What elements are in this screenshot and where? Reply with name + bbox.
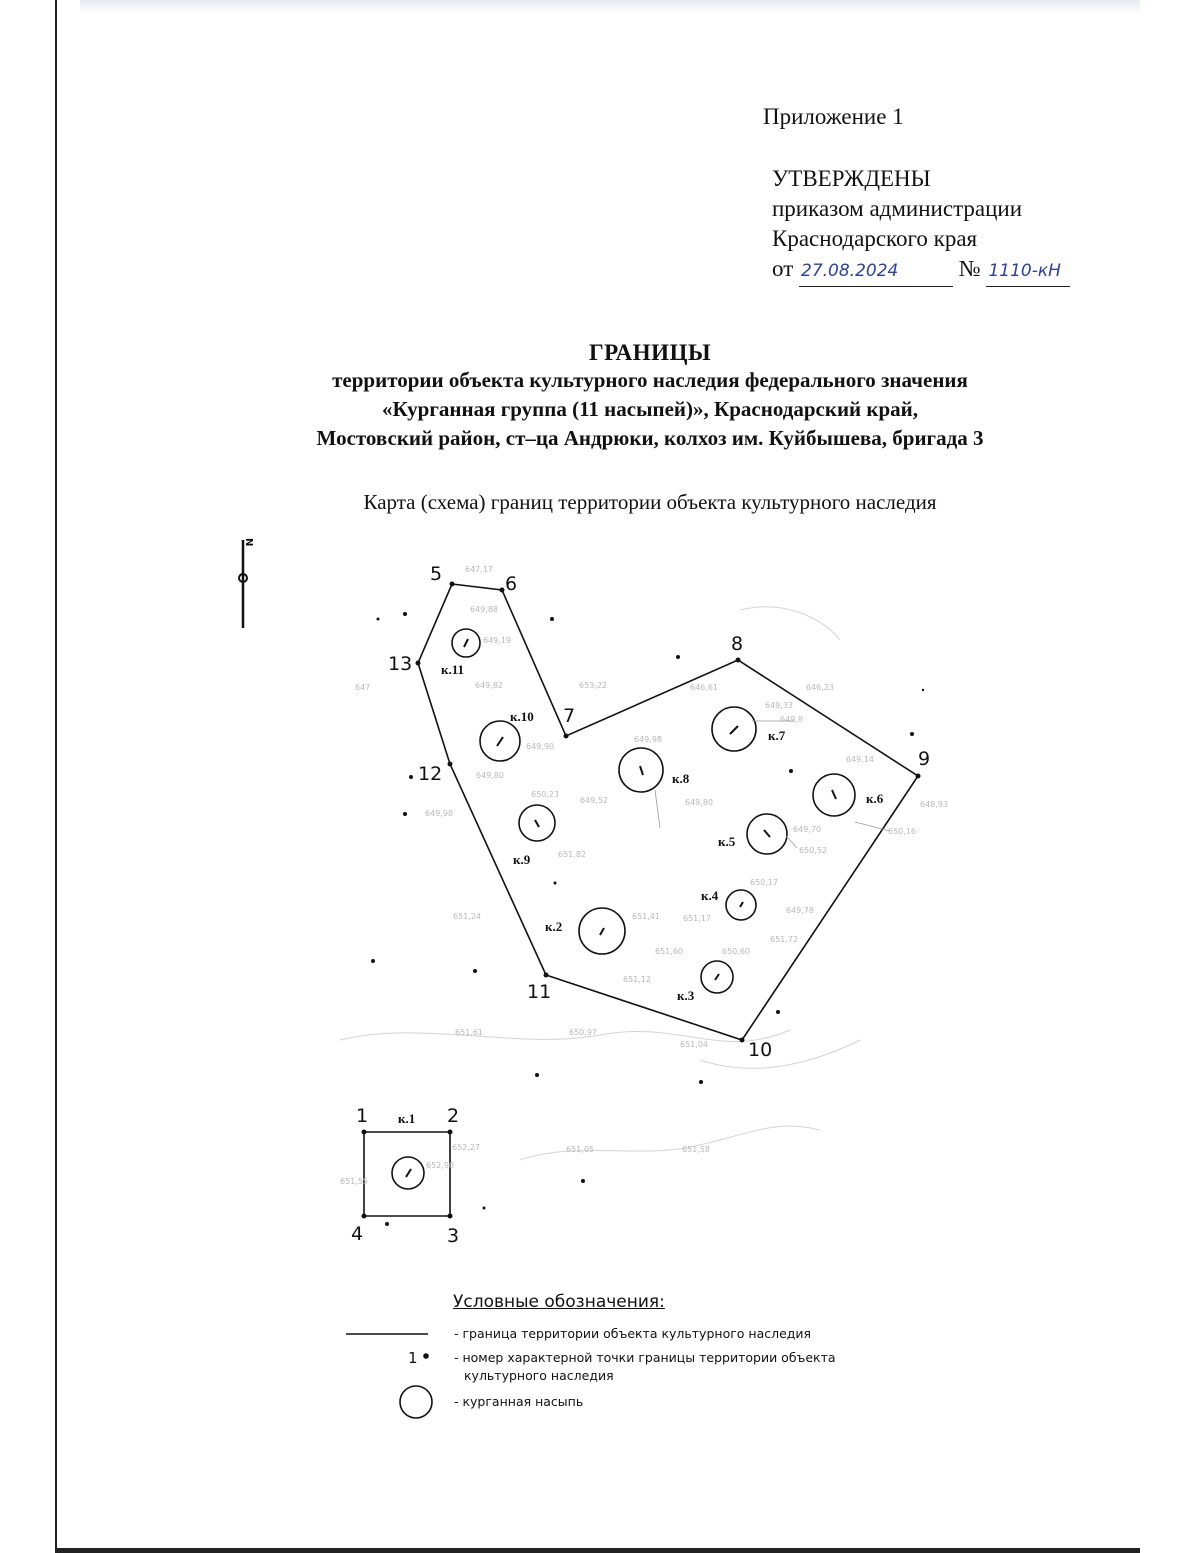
point-label-11: 11 [527, 981, 552, 1003]
boundary-point-1 [362, 1130, 367, 1135]
elevation-mark: 652,90 [426, 1161, 454, 1170]
elevation-mark: 649,82 [475, 681, 503, 690]
elevation-mark: 651,61 [455, 1028, 483, 1037]
boundary-point-8 [736, 658, 741, 663]
elevation-mark: 650,60 [722, 947, 750, 956]
boundary-point-labels [351, 563, 930, 1247]
legend-point-dot [423, 1353, 429, 1359]
point-label-8: 8 [731, 633, 744, 655]
boundary-point-11 [544, 973, 549, 978]
date-prefix: от [772, 256, 794, 281]
legend-title: Условные обозначения: [453, 1292, 665, 1312]
point-label-5: 5 [430, 563, 443, 585]
elevation-mark: 649,88 [470, 605, 498, 614]
elevation-mark: 649,8 [780, 715, 803, 724]
elevation-mark: 648,93 [920, 800, 948, 809]
point-label-7: 7 [563, 705, 576, 727]
legend-point-desc-2: культурного наследия [464, 1368, 614, 1383]
elevation-mark: 651,58 [682, 1145, 710, 1154]
boundary-point-markers [362, 582, 921, 1219]
boundary-point-2 [448, 1130, 453, 1135]
elevation-mark: 650,23 [531, 790, 559, 799]
point-label-13: 13 [388, 653, 413, 675]
legend-mound-desc: - курганная насыпь [454, 1394, 584, 1409]
elevation-mark: 646,23 [806, 683, 834, 692]
mound-labels [398, 662, 884, 1126]
elevation-mark: 651,04 [680, 1040, 708, 1049]
elevation-mark: 649,98 [634, 735, 662, 744]
elevation-mark: 650,17 [750, 878, 778, 887]
elevation-mark: 650,97 [569, 1028, 597, 1037]
elevation-mark: 651,82 [558, 850, 586, 859]
point-label-9: 9 [918, 748, 931, 770]
main-boundary [418, 584, 918, 1040]
number-prefix: № [958, 256, 981, 281]
legend-symbols [346, 1334, 432, 1418]
mound-label-k11: к.11 [441, 662, 465, 677]
appendix-label: Приложение 1 [763, 104, 904, 129]
mound-label-k9: к.9 [513, 852, 531, 867]
title-main: ГРАНИЦЫ [588, 340, 712, 365]
approved-region: Краснодарского края [772, 226, 978, 251]
point-label-12: 12 [418, 763, 443, 785]
elevation-mark: 647,17 [465, 565, 493, 574]
mound-label-k10: к.10 [510, 709, 534, 724]
approved-by-order: приказом администрации [772, 196, 1023, 221]
point-label-6: 6 [505, 573, 518, 595]
mound-label-k2: к.2 [545, 919, 563, 934]
mound-label-k4: к.4 [701, 888, 719, 903]
mound-label-k8: к.8 [672, 771, 690, 786]
elevation-mark: 647 [355, 683, 371, 692]
elevation-mark: 651,55 [340, 1177, 368, 1186]
elevation-mark: 649,70 [793, 825, 821, 834]
handwritten-date: 27.08.2024 [799, 256, 953, 287]
elevation-marks [340, 565, 948, 1186]
boundary-point-13 [416, 661, 421, 666]
mound-label-k5: к.5 [718, 834, 736, 849]
elevation-mark: 649,52 [580, 796, 608, 805]
elevation-mark: 651,60 [655, 947, 683, 956]
approved-heading: УТВЕРЖДЕНЫ [772, 166, 931, 191]
elevation-mark: 649,33 [765, 701, 793, 710]
mound-label-k1: к.1 [398, 1111, 416, 1126]
point-label-10: 10 [748, 1039, 773, 1061]
elevation-mark: 646,61 [690, 683, 718, 692]
elevation-mark: 651,05 [566, 1145, 594, 1154]
legend-boundary-desc: - граница территории объекта культурного наследия [454, 1326, 812, 1341]
boundary-point-12 [448, 762, 453, 767]
elevation-mark: 649,78 [786, 906, 814, 915]
elevation-mark: 651,17 [683, 914, 711, 923]
elevation-mark: 650,52 [799, 846, 827, 855]
elevation-mark: 653,22 [579, 681, 607, 690]
point-label-2: 2 [447, 1105, 460, 1127]
north-arrow [239, 538, 254, 628]
boundary-point-5 [450, 582, 455, 587]
elevation-mark: 649,19 [483, 636, 511, 645]
mound-label-k6: к.6 [866, 791, 884, 806]
point-label-1: 1 [356, 1105, 369, 1127]
title-line-3: Мостовский район, ст–ца Андрюки, колхоз им. Куйбышева, бригада 3 [316, 426, 984, 450]
elevation-mark: 649,80 [685, 798, 713, 807]
point-label-3: 3 [447, 1225, 460, 1247]
elevation-mark: 649,90 [526, 742, 554, 751]
map-caption: Карта (схема) границ территории объекта культурного наследия [363, 490, 937, 514]
elevation-mark: 649,14 [846, 755, 874, 764]
boundary-point-3 [448, 1214, 453, 1219]
elevation-mark: 649,80 [476, 771, 504, 780]
boundary-point-7 [564, 734, 569, 739]
legend-point-desc-1: - номер характерной точки границы территории объекта [454, 1350, 836, 1365]
north-label: N [243, 538, 254, 547]
elevation-mark: 651,12 [623, 975, 651, 984]
legend-point-number: 1 [408, 1349, 418, 1367]
title-line-2: «Курганная группа (11 насыпей)», Краснодарский край, [381, 397, 919, 421]
title-line-1: территории объекта культурного наследия федерального значения [332, 368, 968, 392]
point-label-4: 4 [351, 1223, 364, 1245]
elevation-mark: 650,16 [888, 827, 916, 836]
elevation-mark: 651,72 [770, 935, 798, 944]
elevation-mark: 651,24 [453, 912, 481, 921]
mound-label-k3: к.3 [677, 988, 695, 1003]
boundary-point-9 [916, 774, 921, 779]
elevation-mark: 652,27 [452, 1143, 480, 1152]
boundary-point-6 [500, 588, 505, 593]
boundary-point-4 [362, 1214, 367, 1219]
legend-mound-circle [400, 1386, 432, 1418]
boundary-point-10 [740, 1038, 745, 1043]
handwritten-number: 1110-кН [986, 256, 1070, 287]
mound-label-k7: к.7 [768, 728, 786, 743]
elevation-mark: 649,98 [425, 809, 453, 818]
elevation-mark: 651,41 [632, 912, 660, 921]
